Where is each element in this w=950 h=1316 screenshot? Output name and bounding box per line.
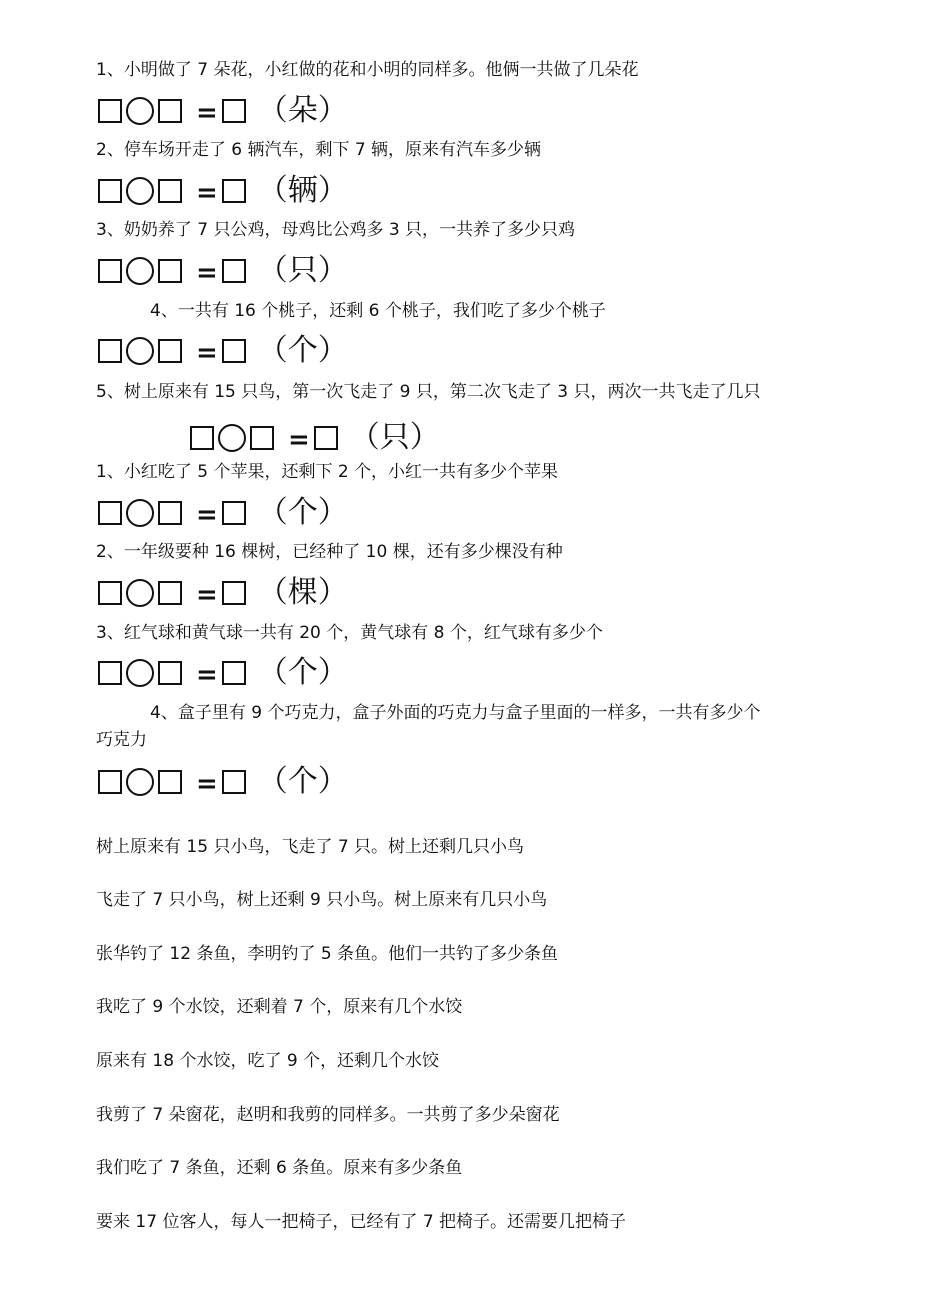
equation-a2 [98,171,348,211]
operator-circle-icon[interactable] [126,579,154,607]
equals-sign: = [196,500,218,530]
answer-box-icon[interactable] [158,259,182,283]
equals-sign: = [196,580,218,610]
equation-a4 [98,331,348,371]
question-a1: 1、小明做了 7 朵花，小红做的花和小明的同样多。他俩一共做了几朵花 [96,60,639,80]
equals-sign: = [196,178,218,208]
answer-box-icon[interactable] [158,581,182,605]
operator-circle-icon[interactable] [126,177,154,205]
result-box-icon[interactable] [222,259,246,283]
answer-box-icon[interactable] [250,426,274,450]
question-a2: 2、停车场开走了 6 辆汽车，剩下 7 辆，原来有汽车多少辆 [96,140,542,160]
result-box-icon[interactable] [222,501,246,525]
answer-box-icon[interactable] [98,501,122,525]
word-problem: 飞走了 7 只小鸟，树上还剩 9 只小鸟。树上原来有几只小鸟 [96,890,548,910]
result-box-icon[interactable] [222,339,246,363]
result-box-icon[interactable] [222,581,246,605]
answer-box-icon[interactable] [158,770,182,794]
result-box-icon[interactable] [314,426,338,450]
unit-label: （辆） [257,173,348,208]
operator-circle-icon[interactable] [126,97,154,125]
answer-box-icon[interactable] [158,179,182,203]
result-box-icon[interactable] [222,661,246,685]
answer-box-icon[interactable] [158,339,182,363]
equation-b1 [98,493,348,533]
operator-circle-icon[interactable] [126,659,154,687]
question-b2: 2、一年级要种 16 棵树，已经种了 10 棵，还有多少棵没有种 [96,542,563,562]
equation-b2 [98,573,348,613]
unit-label: （只） [257,253,348,288]
unit-label: （个） [257,655,348,690]
answer-box-icon[interactable] [98,339,122,363]
answer-box-icon[interactable] [98,179,122,203]
answer-box-icon[interactable] [158,99,182,123]
question-a3: 3、奶奶养了 7 只公鸡，母鸡比公鸡多 3 只，一共养了多少只鸡 [96,220,576,240]
word-problem: 我剪了 7 朵窗花，赵明和我剪的同样多。一共剪了多少朵窗花 [96,1105,560,1125]
equals-sign: = [288,425,310,455]
operator-circle-icon[interactable] [126,499,154,527]
word-problem: 原来有 18 个水饺，吃了 9 个，还剩几个水饺 [96,1051,440,1071]
equals-sign: = [196,258,218,288]
operator-circle-icon[interactable] [126,768,154,796]
result-box-icon[interactable] [222,99,246,123]
result-box-icon[interactable] [222,770,246,794]
equals-sign: = [196,98,218,128]
answer-box-icon[interactable] [158,661,182,685]
unit-label: （个） [257,764,348,799]
unit-label: （只） [349,420,440,455]
equation-a1 [98,91,348,131]
equals-sign: = [196,660,218,690]
unit-label: （朵） [257,93,348,128]
word-problem: 我们吃了 7 条鱼，还剩 6 条鱼。原来有多少条鱼 [96,1158,463,1178]
equation-b4 [98,762,348,802]
result-box-icon[interactable] [222,179,246,203]
question-a4: 4、一共有 16 个桃子，还剩 6 个桃子，我们吃了多少个桃子 [150,301,606,321]
answer-box-icon[interactable] [98,770,122,794]
word-problem: 张华钓了 12 条鱼，李明钓了 5 条鱼。他们一共钓了多少条鱼 [96,944,559,964]
unit-label: （棵） [257,575,348,610]
word-problem: 树上原来有 15 只小鸟，飞走了 7 只。树上还剩几只小鸟 [96,837,525,857]
operator-circle-icon[interactable] [126,337,154,365]
answer-box-icon[interactable] [190,426,214,450]
question-b4-line2: 巧克力 [96,730,147,750]
answer-box-icon[interactable] [98,581,122,605]
question-a5: 5、树上原来有 15 只鸟，第一次飞走了 9 只，第二次飞走了 3 只，两次一共飞走了几只 [96,382,761,402]
answer-box-icon[interactable] [98,99,122,123]
question-b4-line1: 4、盒子里有 9 个巧克力，盒子外面的巧克力与盒子里面的一样多，一共有多少个 [150,703,761,723]
answer-box-icon[interactable] [98,259,122,283]
unit-label: （个） [257,495,348,530]
equals-sign: = [196,769,218,799]
word-problem: 要来 17 位客人，每人一把椅子，已经有了 7 把椅子。还需要几把椅子 [96,1212,627,1232]
equation-b3 [98,653,348,693]
operator-circle-icon[interactable] [126,257,154,285]
word-problem: 我吃了 9 个水饺，还剩着 7 个，原来有几个水饺 [96,997,463,1017]
operator-circle-icon[interactable] [218,424,246,452]
equals-sign: = [196,338,218,368]
answer-box-icon[interactable] [98,661,122,685]
answer-box-icon[interactable] [158,501,182,525]
question-b3: 3、红气球和黄气球一共有 20 个，黄气球有 8 个，红气球有多少个 [96,623,603,643]
unit-label: （个） [257,333,348,368]
equation-a5 [190,418,440,458]
question-b1: 1、小红吃了 5 个苹果，还剩下 2 个，小红一共有多少个苹果 [96,462,559,482]
equation-a3 [98,251,348,291]
